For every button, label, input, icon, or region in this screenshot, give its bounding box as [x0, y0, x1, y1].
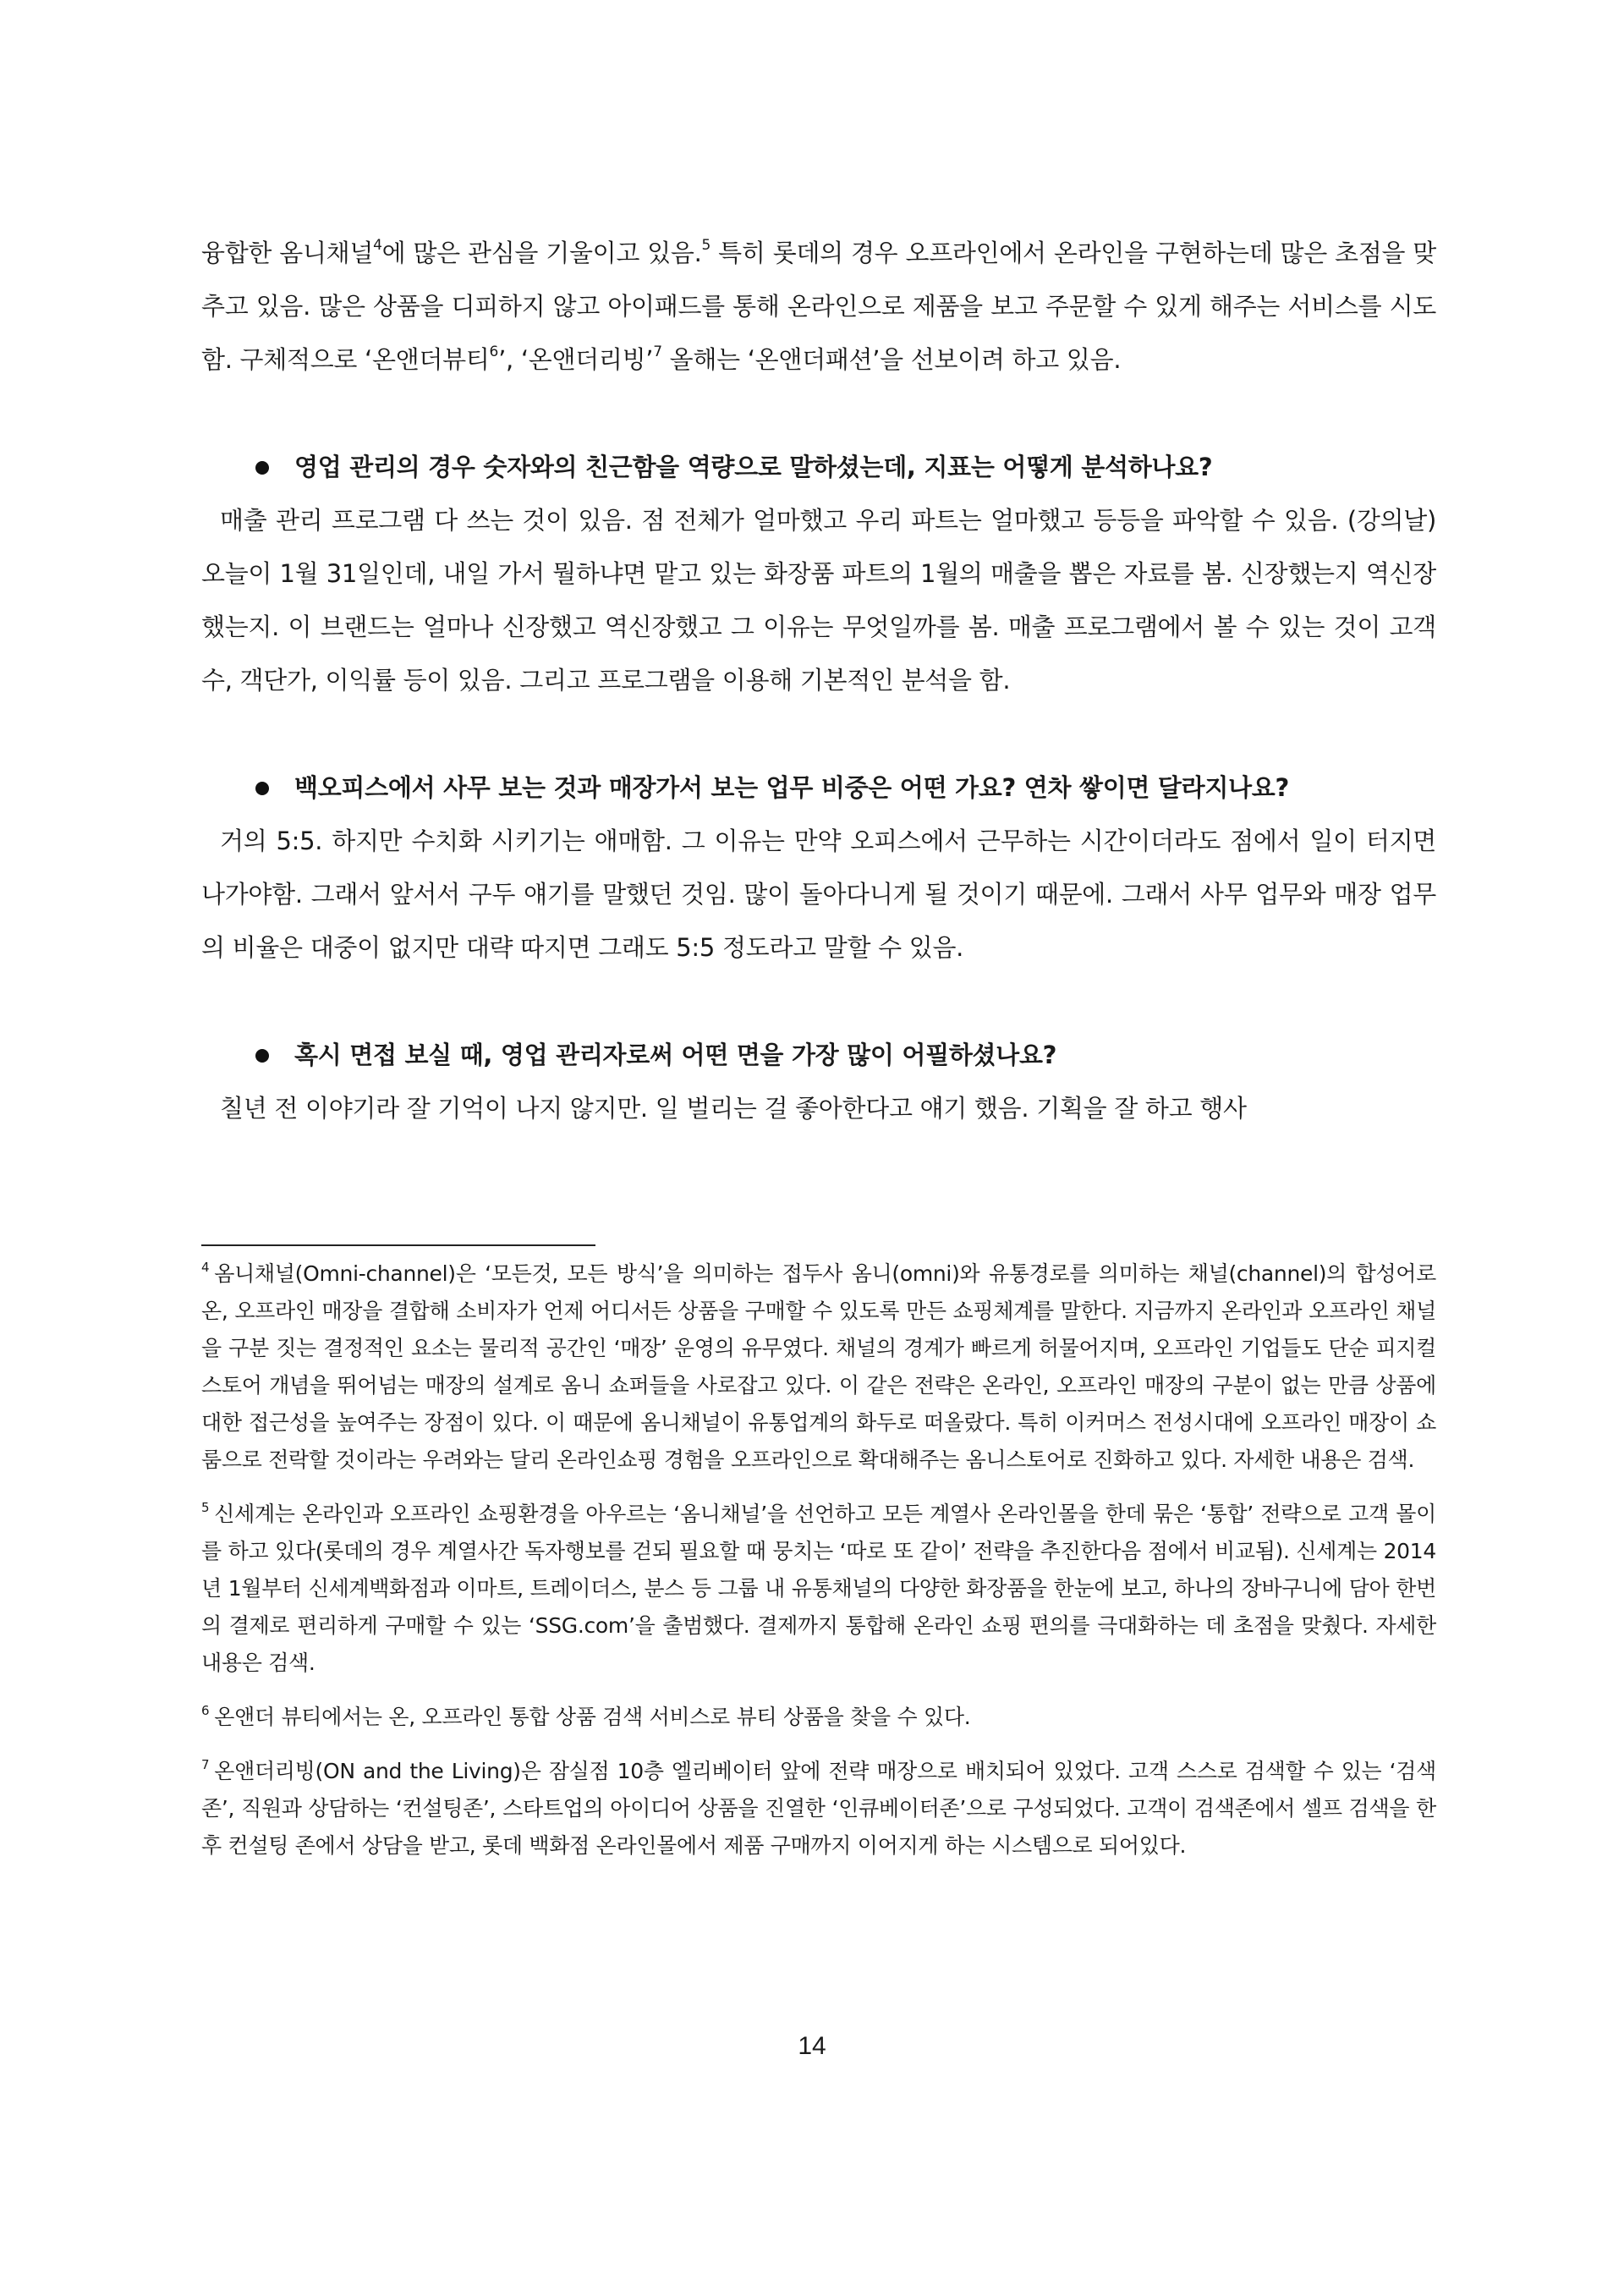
- paragraph-omnichannel: [201, 227, 1436, 387]
- footnotes-section: [201, 1255, 1436, 1881]
- paragraph-text: 융합한 옴니채널: [201, 239, 374, 267]
- footnote-number: 4: [201, 1260, 210, 1275]
- footnote-ref-5[interactable]: 5: [701, 237, 711, 254]
- spacer: [201, 707, 1436, 761]
- footnote-ref-4[interactable]: 4: [373, 237, 382, 254]
- bullet-icon: [255, 461, 269, 475]
- paragraph-text: 특히 롯데의 경우 오프라인에서 온라인을 구현하는데 많은 초점을 맞추고 있음. 많은 상품을 디피하지 않고 아이패드를 통해 온라인으로 제품을 보고 주문할 수 있게 해주는 서비스를 시도함. 구체적으로 ‘온앤더뷰티: [201, 239, 1436, 374]
- footnote-ref-6[interactable]: 6: [489, 343, 499, 360]
- footnote-7: [201, 1753, 1436, 1865]
- bullet-icon: [255, 782, 269, 795]
- footnote-text: 옴니채널(Omni-channel)은 ‘모든것, 모든 방식’을 의미하는 접두사 옴니(omni)와 유통경로를 의미하는 채널(channel)의 합성어로 온, 오프라인 매장을 결합해 소비자가 언제 어디서든 상품을 구매할 수 있도록 만든 쇼핑체계를 말한다. 지금까지 온라인과 오프라인 채널을 구분 짓는 결정적인 요소는 물리적 공간인 ‘매장’ 운영의 유무였다. 채널의 경계가 빠르게 허물어지며, 오프라인 기업들도 단순 피지컬 스토어 개념을 뛰어넘는 매장의 설계로 옴니 쇼퍼들을 사로잡고 있다. 이 같은 전략은 온라인, 오프라인 매장의 구분이 없는 만큼 상품에 대한 접근성을 높여주는 장점이 있다. 이 때문에 옴니채널이 유통업계의 화두로 떠올랐다. 특히 이커머스 전성시대에 오프라인 매장이 쇼룸으로 전락할 것이라는 우려와는 달리 온라인쇼핑 경험을 오프라인으로 확대해주는 옴니스토어로 진화하고 있다. 자세한 내용은 검색.: [201, 1261, 1436, 1472]
- page-body: [201, 227, 1436, 1135]
- footnote-number: 7: [201, 1757, 210, 1772]
- question-heading: [201, 441, 1436, 494]
- footnote-6: [201, 1699, 1436, 1736]
- question-text: 백오피스에서 사무 보는 것과 매장가서 보는 업무 비중은 어떤 가요? 연차 쌓이면 달라지나요?: [294, 773, 1290, 802]
- footnote-4: [201, 1255, 1436, 1479]
- question-heading: [201, 1029, 1436, 1082]
- answer-paragraph: 거의 5:5. 하지만 수치화 시키기는 애매함. 그 이유는 만약 오피스에서 근무하는 시간이더라도 점에서 일이 터지면 나가야함. 그래서 앞서서 구두 얘기를 말했던 것임. 많이 돌아다니게 될 것이기 때문에. 그래서 사무 업무와 매장 업무의 비율은 대중이 없지만 대략 따지면 그래도 5:5 정도라고 말할 수 있음.: [201, 827, 1436, 962]
- footnote-text: 온앤더 뷰티에서는 온, 오프라인 통합 상품 검색 서비스로 뷰티 상품을 찾을 수 있다.: [214, 1705, 971, 1729]
- page-number: 14: [798, 2032, 826, 2060]
- paragraph-text: 올해는 ‘온앤더패션’을 선보이려 하고 있음.: [661, 345, 1122, 374]
- bullet-icon: [255, 1049, 269, 1063]
- spacer: [201, 975, 1436, 1029]
- footnote-number: 6: [201, 1703, 210, 1718]
- spacer: [201, 387, 1436, 441]
- answer-paragraph: 매출 관리 프로그램 다 쓰는 것이 있음. 점 전체가 얼마했고 우리 파트는 얼마했고 등등을 파악할 수 있음. (강의날)오늘이 1월 31일인데, 내일 가서 뭘하냐면 맡고 있는 화장품 파트의 1월의 매출을 뽑은 자료를 봄. 신장했는지 역신장했는지. 이 브랜드는 얼마나 신장했고 역신장했고 그 이유는 무엇일까를 봄. 매출 프로그램에서 볼 수 있는 것이 고객 수, 객단가, 이익률 등이 있음. 그리고 프로그램을 이용해 기본적인 분석을 함.: [201, 506, 1436, 695]
- question-text: 혹시 면접 보실 때, 영업 관리자로써 어떤 면을 가장 많이 어필하셨나요?: [294, 1041, 1057, 1069]
- paragraph-text: ’, ‘온앤더리빙’: [498, 345, 654, 374]
- footnote-text: 온앤더리빙(ON and the Living)은 잠실점 10층 엘리베이터 앞에 전략 매장으로 배치되어 있었다. 고객 스스로 검색할 수 있는 ‘검색존’, 직원과 상담하는 ‘컨설팅존’, 스타트업의 아이디어 상품을 진열한 ‘인큐베이터존’으로 구성되었다. 고객이 검색존에서 셀프 검색을 한 후 컨설팅 존에서 상담을 받고, 롯데 백화점 온라인몰에서 제품 구매까지 이어지게 하는 시스템으로 되어있다.: [201, 1759, 1436, 1858]
- question-text: 영업 관리의 경우 숫자와의 친근함을 역량으로 말하셨는데, 지표는 어떻게 분석하나요?: [294, 453, 1213, 481]
- footnote-text: 신세계는 온라인과 오프라인 쇼핑환경을 아우르는 ‘옴니채널’을 선언하고 모든 계열사 온라인몰을 한데 묶은 ‘통합’ 전략으로 고객 몰이를 하고 있다(롯데의 경우 계열사간 독자행보를 걷되 필요할 때 뭉치는 ‘따로 또 같이’ 전략을 추진한다음 점에서 비교됨). 신세계는 2014년 1월부터 신세계백화점과 이마트, 트레이더스, 분스 등 그룹 내 유통채널의 다양한 화장품을 한눈에 보고, 하나의 장바구니에 담아 한번의 결제로 편리하게 구매할 수 있는 ‘SSG.com’을 출범했다. 결제까지 통합해 온라인 쇼핑 편의를 극대화하는 데 초점을 맞췄다. 자세한 내용은 검색.: [201, 1502, 1436, 1675]
- footnote-number: 5: [201, 1500, 210, 1515]
- question-heading: [201, 761, 1436, 815]
- footnote-separator: [201, 1244, 595, 1246]
- answer-paragraph: 칠년 전 이야기라 잘 기억이 나지 않지만. 일 벌리는 걸 좋아한다고 얘기 했음. 기획을 잘 하고 행사: [220, 1094, 1247, 1123]
- footnote-ref-7[interactable]: 7: [653, 343, 662, 360]
- paragraph-text: 에 많은 관심을 기울이고 있음.: [381, 239, 702, 267]
- footnote-5: [201, 1496, 1436, 1682]
